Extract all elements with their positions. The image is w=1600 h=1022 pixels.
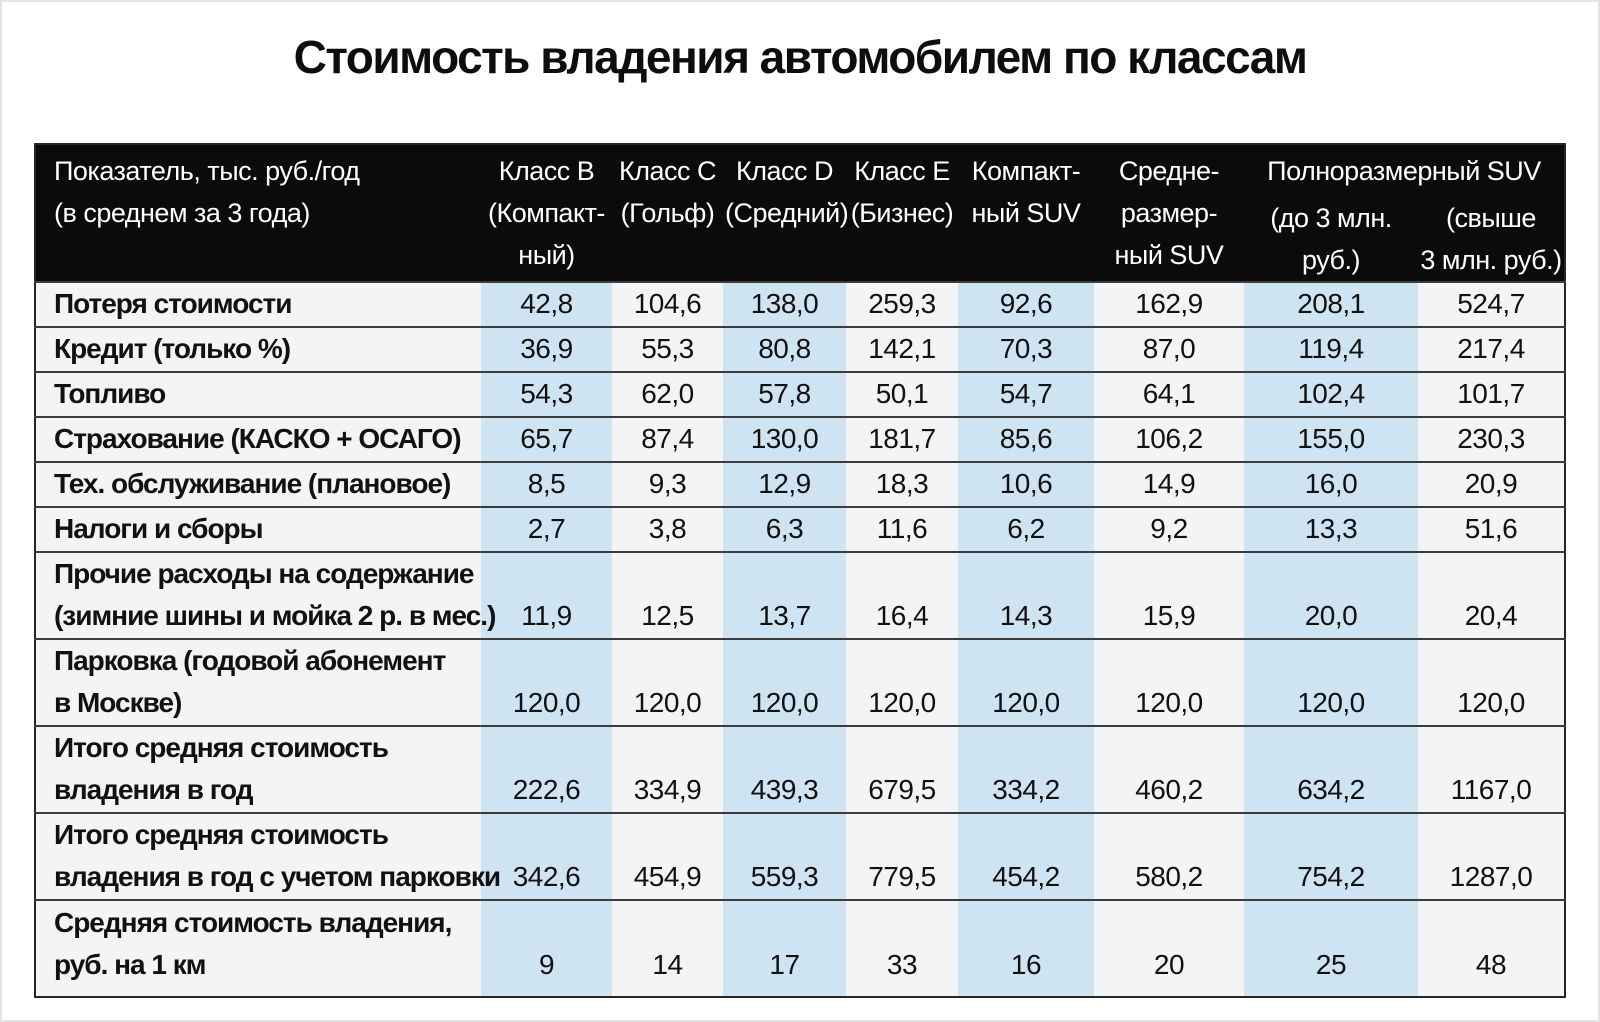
value-cell-class-b: 42,8 [481,282,612,327]
value-cell-class-e: 142,1 [846,327,958,372]
value-cell-midsize-suv: 460,2 [1094,726,1244,813]
value-cell-class-d: 439,3 [723,726,846,813]
row-label: Страхование (КАСКО + ОСАГО) [35,417,481,462]
value-cell-midsize-suv: 580,2 [1094,813,1244,900]
row-label: Итого средняя стоимость владения в год [35,726,481,813]
value-cell-fullsize-over: 20,9 [1418,462,1565,507]
chart-title: Стоимость владения автомобилем по классам [293,31,1307,83]
value-cell-midsize-suv: 87,0 [1094,327,1244,372]
value-cell-class-d: 559,3 [723,813,846,900]
table-row [35,507,1565,552]
value-cell-class-e: 259,3 [846,282,958,327]
value-cell-class-b: 36,9 [481,327,612,372]
value-cell-class-c: 334,9 [612,726,723,813]
table-row [35,372,1565,417]
value-cell-fullsize-under: 634,2 [1244,726,1418,813]
value-cell-class-b: 9 [481,900,612,997]
column-header-compact-suv: Компакт- ный SUV [958,144,1094,282]
value-cell-class-e: 120,0 [846,639,958,726]
value-cell-midsize-suv: 14,9 [1094,462,1244,507]
value-cell-compact-suv: 16 [958,900,1094,997]
value-cell-compact-suv: 70,3 [958,327,1094,372]
value-cell-class-c: 62,0 [612,372,723,417]
value-cell-fullsize-under: 155,0 [1244,417,1418,462]
value-cell-class-d: 138,0 [723,282,846,327]
column-header-class-e: Класс E (Бизнес) [846,144,958,282]
value-cell-compact-suv: 10,6 [958,462,1094,507]
value-cell-class-d: 6,3 [723,507,846,552]
value-cell-fullsize-under: 754,2 [1244,813,1418,900]
table-row [35,417,1565,462]
value-cell-class-c: 87,4 [612,417,723,462]
table-row [35,282,1565,327]
value-cell-class-b: 8,5 [481,462,612,507]
value-cell-class-c: 454,9 [612,813,723,900]
value-cell-compact-suv: 92,6 [958,282,1094,327]
value-cell-fullsize-under: 102,4 [1244,372,1418,417]
value-cell-class-d: 80,8 [723,327,846,372]
table-row [35,552,1565,639]
column-header-class-b: Класс B (Компакт- ный) [481,144,612,282]
column-group-header: Полноразмерный SUV [1244,144,1565,192]
value-cell-class-b: 342,6 [481,813,612,900]
value-cell-fullsize-over: 1167,0 [1418,726,1565,813]
value-cell-class-b: 222,6 [481,726,612,813]
value-cell-midsize-suv: 64,1 [1094,372,1244,417]
value-cell-class-b: 2,7 [481,507,612,552]
value-cell-fullsize-over: 230,3 [1418,417,1565,462]
value-cell-class-d: 12,9 [723,462,846,507]
value-cell-fullsize-over: 20,4 [1418,552,1565,639]
value-cell-fullsize-under: 208,1 [1244,282,1418,327]
value-cell-fullsize-under: 120,0 [1244,639,1418,726]
value-cell-midsize-suv: 162,9 [1094,282,1244,327]
column-subheader-fullsize-over: (свыше 3 млн. руб.) [1418,192,1565,282]
value-cell-fullsize-over: 217,4 [1418,327,1565,372]
table-header [35,144,1565,282]
value-cell-class-b: 65,7 [481,417,612,462]
table-row [35,813,1565,900]
table-row [35,900,1565,997]
value-cell-compact-suv: 85,6 [958,417,1094,462]
value-cell-fullsize-under: 20,0 [1244,552,1418,639]
value-cell-fullsize-over: 51,6 [1418,507,1565,552]
row-label: Прочие расходы на содержание (зимние шины и мойка 2 р. в мес.) [35,552,481,639]
value-cell-class-b: 54,3 [481,372,612,417]
value-cell-fullsize-under: 13,3 [1244,507,1418,552]
value-cell-fullsize-over: 48 [1418,900,1565,997]
table-row [35,327,1565,372]
value-cell-class-e: 33 [846,900,958,997]
value-cell-compact-suv: 14,3 [958,552,1094,639]
value-cell-midsize-suv: 106,2 [1094,417,1244,462]
value-cell-class-d: 13,7 [723,552,846,639]
corner-header: Показатель, тыс. руб./год (в среднем за 3 года) [35,144,481,282]
value-cell-fullsize-over: 1287,0 [1418,813,1565,900]
row-label: Средняя стоимость владения, руб. на 1 км [35,900,481,997]
value-cell-class-d: 57,8 [723,372,846,417]
column-header-class-c: Класс C (Гольф) [612,144,723,282]
value-cell-midsize-suv: 15,9 [1094,552,1244,639]
value-cell-class-e: 779,5 [846,813,958,900]
value-cell-class-c: 12,5 [612,552,723,639]
value-cell-class-d: 17 [723,900,846,997]
value-cell-class-e: 16,4 [846,552,958,639]
value-cell-fullsize-over: 101,7 [1418,372,1565,417]
value-cell-compact-suv: 334,2 [958,726,1094,813]
column-header-midsize-suv: Средне- размер- ный SUV [1094,144,1244,282]
value-cell-compact-suv: 54,7 [958,372,1094,417]
table-row [35,639,1565,726]
row-label: Налоги и сборы [35,507,481,552]
value-cell-midsize-suv: 120,0 [1094,639,1244,726]
value-cell-fullsize-under: 16,0 [1244,462,1418,507]
value-cell-fullsize-under: 25 [1244,900,1418,997]
value-cell-midsize-suv: 20 [1094,900,1244,997]
value-cell-midsize-suv: 9,2 [1094,507,1244,552]
value-cell-compact-suv: 120,0 [958,639,1094,726]
column-subheader-fullsize-under: (до 3 млн. руб.) [1244,192,1418,282]
row-label: Парковка (годовой абонемент в Москве) [35,639,481,726]
value-cell-class-c: 3,8 [612,507,723,552]
value-cell-class-c: 14 [612,900,723,997]
value-cell-class-e: 50,1 [846,372,958,417]
value-cell-class-e: 679,5 [846,726,958,813]
row-label: Итого средняя стоимость владения в год с учетом парковки [35,813,481,900]
value-cell-class-d: 120,0 [723,639,846,726]
row-label: Потеря стоимости [35,282,481,327]
value-cell-class-d: 130,0 [723,417,846,462]
value-cell-class-c: 120,0 [612,639,723,726]
value-cell-fullsize-under: 119,4 [1244,327,1418,372]
column-header-class-d: Класс D (Средний) [723,144,846,282]
value-cell-fullsize-over: 524,7 [1418,282,1565,327]
value-cell-class-c: 55,3 [612,327,723,372]
table-row [35,726,1565,813]
value-cell-class-c: 104,6 [612,282,723,327]
value-cell-compact-suv: 6,2 [958,507,1094,552]
value-cell-fullsize-over: 120,0 [1418,639,1565,726]
value-cell-class-b: 120,0 [481,639,612,726]
value-cell-class-e: 181,7 [846,417,958,462]
cost-table [34,143,1566,998]
row-label: Топливо [35,372,481,417]
table-body [35,282,1565,997]
value-cell-compact-suv: 454,2 [958,813,1094,900]
table-row [35,462,1565,507]
row-label: Кредит (только %) [35,327,481,372]
value-cell-class-b: 11,9 [481,552,612,639]
value-cell-class-e: 11,6 [846,507,958,552]
row-label: Тех. обслуживание (плановое) [35,462,481,507]
value-cell-class-c: 9,3 [612,462,723,507]
value-cell-class-e: 18,3 [846,462,958,507]
